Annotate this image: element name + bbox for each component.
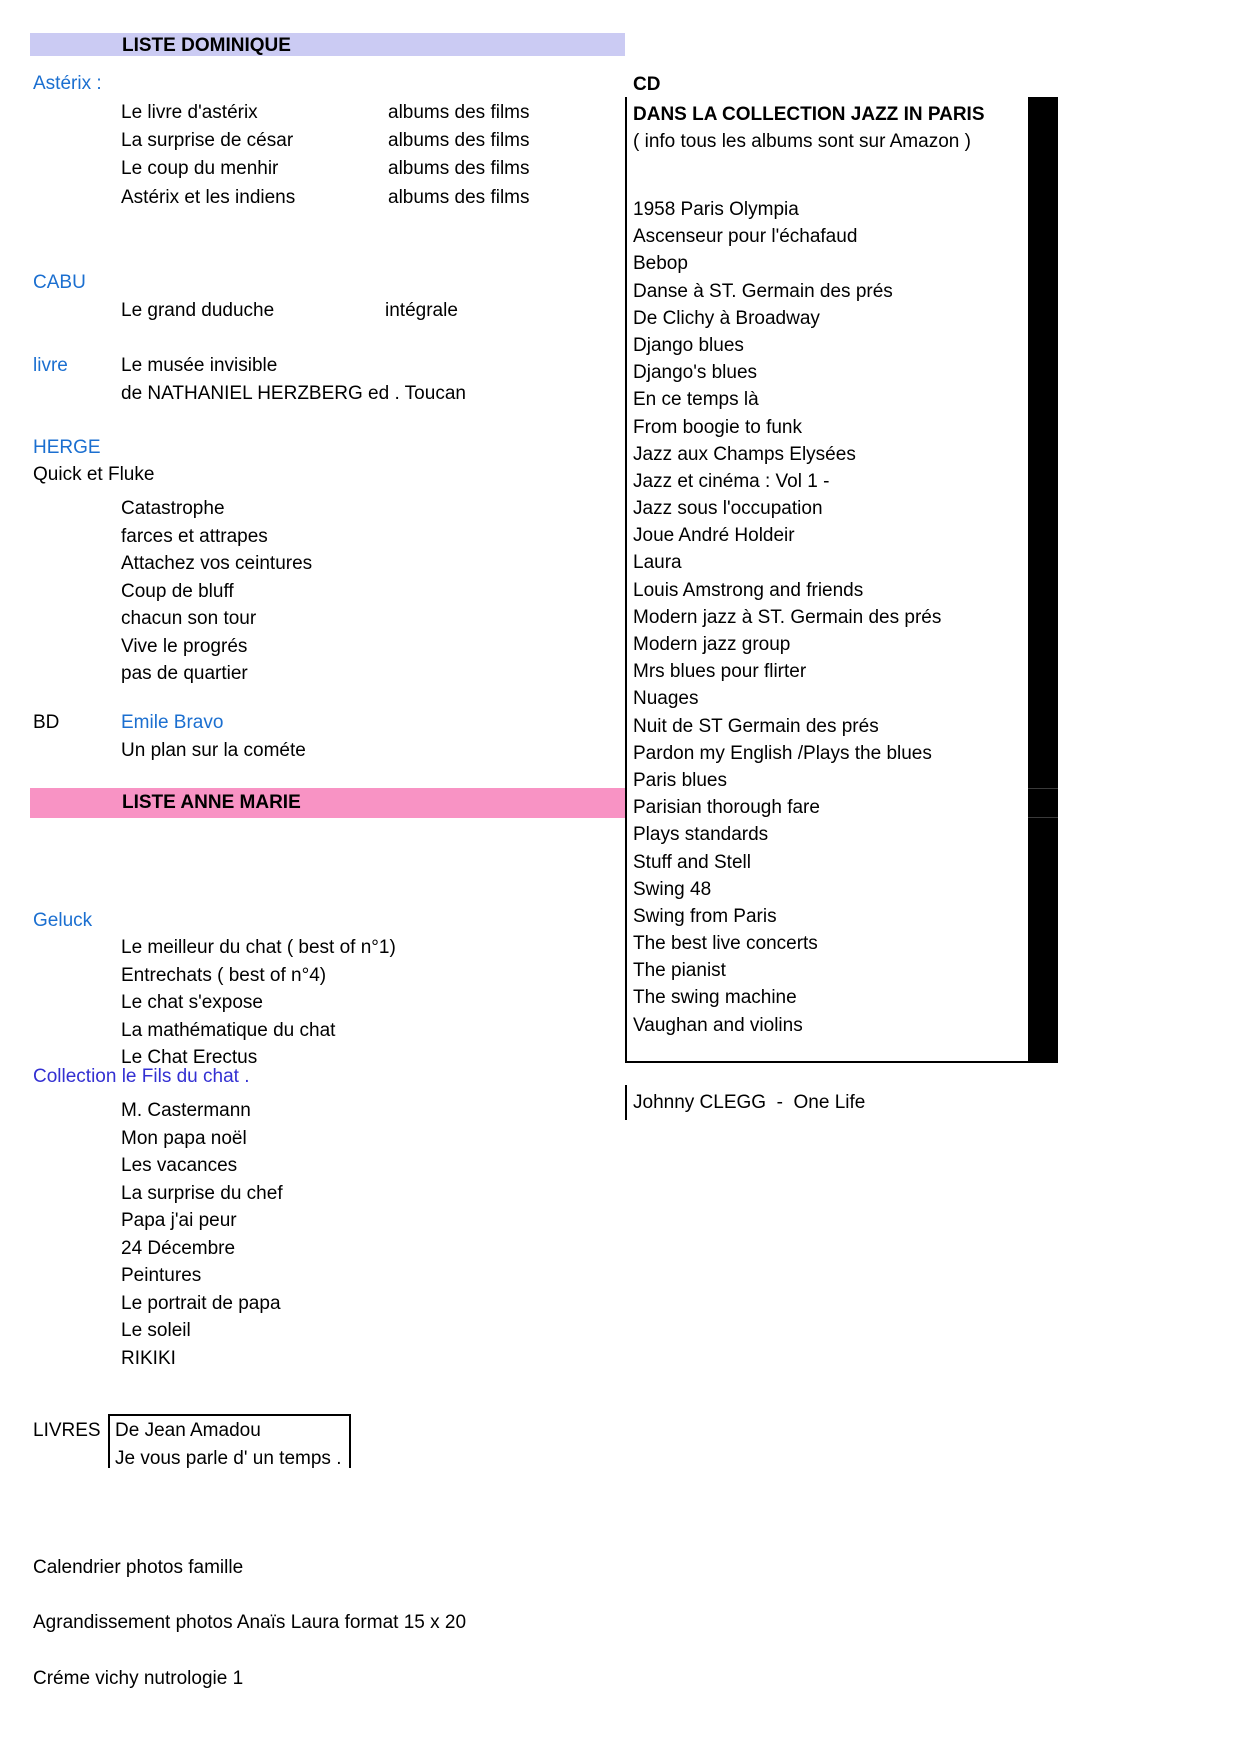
geluck-label[interactable]: Geluck: [33, 910, 93, 931]
book-title: Le chat s'expose: [121, 992, 263, 1013]
book-title: RIKIKI: [121, 1347, 176, 1369]
book-title: Coup de bluff: [121, 580, 234, 602]
note-agrandissement: Agrandissement photos Anaïs Laura format 15 x 20: [33, 1612, 467, 1633]
cd-album-row: Jazz sous l'occupation: [633, 498, 823, 520]
cd-album-row: Modern jazz group: [633, 634, 791, 655]
cd-album-row: Pardon my English /Plays the blues: [633, 742, 932, 764]
cd-album-row: Swing from Paris: [633, 905, 777, 927]
asterix-note-list: [388, 102, 530, 215]
cd-album-row: Ascenseur pour l'échafaud: [633, 226, 858, 248]
book-title: Vive le progrés: [121, 635, 248, 657]
cd-album-row: Django blues: [633, 334, 744, 356]
book-title: farces et attrapes: [121, 525, 268, 547]
livre-author: de NATHANIEL HERZBERG ed . Toucan: [121, 383, 466, 404]
bd-author[interactable]: Emile Bravo: [121, 712, 224, 733]
book-title: Le livre d'astérix: [121, 102, 258, 123]
cd-box-left-border: [625, 97, 627, 1063]
book-title: Entrechats ( best of n°4): [121, 964, 327, 986]
livre-title: Le musée invisible: [121, 355, 278, 376]
livres-box-left-border: [108, 1414, 110, 1468]
liste-anne-marie-header-bar: [30, 788, 625, 818]
cd-box-bottom-border: [625, 1061, 1028, 1063]
cd-collection-title: DANS LA COLLECTION JAZZ IN PARIS: [633, 104, 985, 125]
cd-album-row: Nuages: [633, 688, 699, 710]
cd-album-row: Joue André Holdeir: [633, 525, 795, 547]
cd-album-row: Danse à ST. Germain des prés: [633, 280, 893, 302]
cd-album-row: Django's blues: [633, 362, 758, 384]
book-title: Peintures: [121, 1265, 202, 1286]
black-bar-seam: [1028, 788, 1058, 789]
cd-album-row: 1958 Paris Olympia: [633, 199, 799, 220]
cd-album-row: The swing machine: [633, 987, 797, 1009]
livres-line: Je vous parle d' un temps .: [115, 1448, 342, 1469]
book-title: Astérix et les indiens: [121, 186, 296, 208]
geluck-title-list: [121, 937, 396, 1075]
cd-album-row: Jazz et cinéma : Vol 1 -: [633, 470, 830, 492]
livre-label[interactable]: livre: [33, 355, 68, 376]
asterix-title-list: [121, 102, 295, 215]
collection-fils-du-chat-label[interactable]: Collection le Fils du chat .: [33, 1066, 250, 1087]
cd-album-row: Plays standards: [633, 824, 769, 846]
cd-album-row: Paris blues: [633, 769, 727, 791]
cd-album-row: The best live concerts: [633, 933, 818, 955]
bd-label: BD: [33, 712, 60, 733]
livres-box-right-border: [349, 1414, 351, 1468]
note-creme: Créme vichy nutrologie 1: [33, 1668, 244, 1689]
cd-album-row: From boogie to funk: [633, 416, 802, 438]
cd-album-row: Modern jazz à ST. Germain des prés: [633, 606, 942, 628]
johnny-clegg-cell-border: [625, 1085, 627, 1120]
book-note: albums des films: [388, 158, 530, 180]
quick-et-fluke-label: Quick et Fluke: [33, 464, 155, 485]
cd-album-row: Swing 48: [633, 878, 712, 900]
herge-label[interactable]: HERGE: [33, 437, 101, 458]
cd-collection-subtitle: ( info tous les albums sont sur Amazon ): [633, 131, 971, 152]
cd-album-row: Stuff and Stell: [633, 851, 751, 873]
book-title: pas de quartier: [121, 663, 248, 684]
cabu-label[interactable]: CABU: [33, 272, 86, 293]
book-title: Les vacances: [121, 1155, 238, 1176]
book-title: Le soleil: [121, 1320, 191, 1341]
cd-column-black-bar: [1028, 97, 1058, 1063]
book-title: Catastrophe: [121, 498, 225, 519]
cd-album-row: Parisian thorough fare: [633, 797, 820, 819]
book-title: 24 Décembre: [121, 1237, 236, 1259]
book-note: albums des films: [388, 186, 530, 208]
cd-album-row: The pianist: [633, 960, 726, 982]
cabu-note: intégrale: [385, 300, 458, 321]
livres-line: De Jean Amadou: [115, 1420, 261, 1441]
cd-album-row: Mrs blues pour flirter: [633, 661, 807, 683]
cd-album-row: Louis Amstrong and friends: [633, 579, 864, 601]
livres-label: LIVRES: [33, 1420, 101, 1441]
cd-album-row: Vaughan and violins: [633, 1014, 803, 1036]
bd-title: Un plan sur la cométe: [121, 740, 306, 761]
book-title: chacun son tour: [121, 608, 257, 629]
collection-title-list: [121, 1100, 283, 1375]
book-title: La surprise du chef: [121, 1182, 283, 1204]
cd-album-row: Jazz aux Champs Elysées: [633, 443, 856, 465]
book-title: La mathématique du chat: [121, 1019, 336, 1041]
johnny-clegg-line: Johnny CLEGG - One Life: [633, 1092, 866, 1113]
cd-album-row: De Clichy à Broadway: [633, 307, 820, 329]
book-note: albums des films: [388, 130, 530, 152]
cd-album-row: Nuit de ST Germain des prés: [633, 715, 879, 737]
cd-header: CD: [633, 74, 661, 95]
liste-dominique-header-bar: [30, 33, 625, 56]
book-title: Attachez vos ceintures: [121, 553, 313, 574]
book-title: Le portrait de papa: [121, 1292, 281, 1314]
cd-album-row: En ce temps là: [633, 389, 759, 411]
quick-et-fluke-title-list: [121, 498, 312, 691]
asterix-label[interactable]: Astérix :: [33, 73, 102, 94]
note-calendrier: Calendrier photos famille: [33, 1557, 244, 1578]
book-title: Le meilleur du chat ( best of n°1): [121, 937, 396, 958]
book-title: Le Chat Erectus: [121, 1047, 258, 1068]
livres-box-top-border: [108, 1414, 351, 1416]
book-title: Mon papa noël: [121, 1127, 247, 1149]
book-note: albums des films: [388, 102, 530, 123]
black-bar-seam: [1028, 817, 1058, 818]
cabu-title: Le grand duduche: [121, 300, 275, 321]
cd-album-row: Bebop: [633, 253, 688, 275]
cd-album-list: [633, 199, 941, 1042]
liste-anne-marie-header: LISTE ANNE MARIE: [122, 792, 301, 813]
liste-dominique-header: LISTE DOMINIQUE: [122, 35, 291, 56]
cd-album-row: Laura: [633, 552, 682, 574]
book-title: Le coup du menhir: [121, 158, 279, 180]
book-title: M. Castermann: [121, 1100, 251, 1121]
book-title: Papa j'ai peur: [121, 1210, 237, 1231]
book-title: La surprise de césar: [121, 130, 294, 152]
